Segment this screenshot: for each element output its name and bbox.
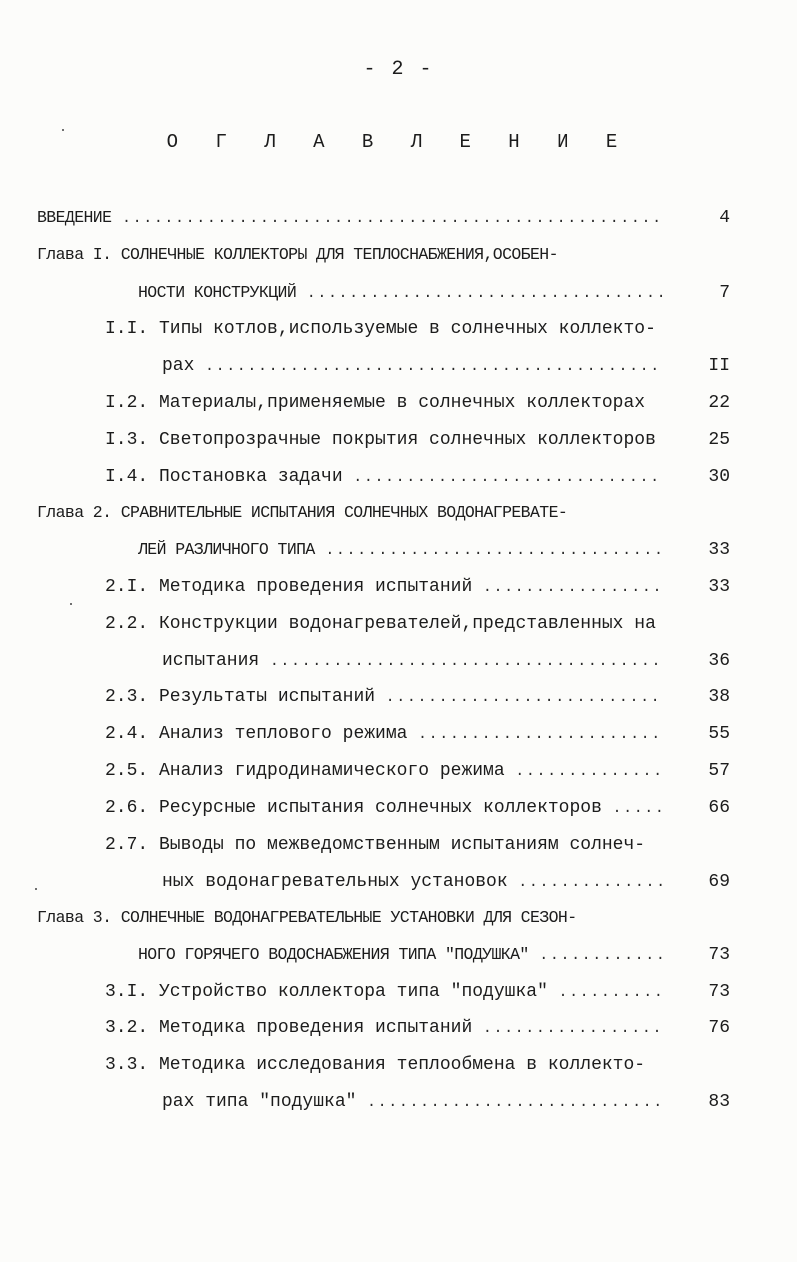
toc-entry-title: 2.I. Методика проведения испытаний bbox=[105, 577, 473, 597]
toc-line bbox=[105, 426, 656, 454]
leader-dots: ................................................... bbox=[111, 210, 663, 227]
leader-dots: ................. bbox=[472, 1020, 664, 1037]
toc-page-number: 73 bbox=[708, 982, 730, 1002]
toc-page-number: 33 bbox=[708, 577, 730, 597]
toc-page-number: 22 bbox=[708, 393, 730, 413]
leader-dots: ............................. bbox=[342, 469, 661, 486]
leader-dots: .......................... bbox=[375, 689, 662, 706]
toc-line bbox=[138, 279, 667, 307]
toc-page-number: 57 bbox=[708, 761, 730, 781]
leader-dots: ............ bbox=[528, 947, 667, 964]
toc-page-number: 7 bbox=[719, 283, 730, 303]
toc-entry-title: 3.I. Устройство коллектора типа "подушка" bbox=[105, 982, 548, 1002]
toc-page-number: 66 bbox=[708, 798, 730, 818]
toc-line bbox=[105, 610, 656, 638]
toc-entry-title: 2.2. Конструкции водонагревателей,представленных на bbox=[105, 614, 656, 634]
toc-line bbox=[105, 757, 664, 785]
toc-page-number: 55 bbox=[708, 724, 730, 744]
leader-dots: .............. bbox=[504, 763, 664, 780]
toc-entry-title: ных водонагревательных установок bbox=[162, 872, 508, 892]
leader-dots: ....................... bbox=[407, 726, 662, 743]
toc-line bbox=[105, 389, 645, 417]
toc-line bbox=[105, 831, 645, 859]
toc-page-number: 38 bbox=[708, 687, 730, 707]
leader-dots: ..... bbox=[601, 800, 666, 817]
toc-entry-title: Глава 3. СОЛНЕЧНЫЕ ВОДОНАГРЕВАТЕЛЬНЫЕ УСТАНОВКИ ДЛЯ СЕЗОН- bbox=[37, 908, 577, 927]
toc-entry-title: 2.4. Анализ теплового режима bbox=[105, 724, 408, 744]
toc-entry-title: I.3. Светопрозрачные покрытия солнечных коллекторов bbox=[105, 430, 656, 450]
toc-line bbox=[105, 573, 663, 601]
toc-line bbox=[138, 536, 665, 564]
toc-line bbox=[105, 720, 662, 748]
toc-page-number: 33 bbox=[708, 540, 730, 560]
toc-line bbox=[105, 683, 661, 711]
toc-entry-title: 3.3. Методика исследования теплообмена в коллекто- bbox=[105, 1055, 646, 1075]
leader-dots: ................................ bbox=[314, 542, 665, 559]
toc-line bbox=[105, 794, 666, 822]
page-number: - 2 - bbox=[363, 58, 434, 81]
toc-page-number: 69 bbox=[708, 872, 730, 892]
toc-entry-title: 2.7. Выводы по межведомственным испытаниям солнеч- bbox=[105, 835, 646, 855]
scan-speck bbox=[70, 603, 72, 605]
toc-line bbox=[162, 352, 661, 380]
toc-line bbox=[105, 1014, 663, 1042]
toc-page-number: 73 bbox=[708, 945, 730, 965]
toc-line bbox=[162, 868, 667, 896]
toc-entry-title: рах типа "подушка" bbox=[162, 1092, 357, 1112]
toc-line bbox=[105, 463, 661, 491]
leader-dots: ..................................... bbox=[259, 653, 663, 670]
toc-entry-title: ЛЕЙ РАЗЛИЧНОГО ТИПА bbox=[138, 540, 315, 559]
leader-dots: ........................................... bbox=[194, 358, 661, 375]
toc-entry-title: 3.2. Методика проведения испытаний bbox=[105, 1018, 473, 1038]
page-title: О Г Л А В Л Е Н И Е bbox=[166, 131, 631, 153]
toc-line bbox=[37, 204, 663, 232]
toc-entry-title: 2.6. Ресурсные испытания солнечных коллекторов bbox=[105, 798, 602, 818]
toc-line bbox=[37, 904, 577, 932]
leader-dots: .......... bbox=[547, 984, 665, 1001]
toc-line bbox=[37, 241, 558, 269]
toc-page-number: 76 bbox=[708, 1018, 730, 1038]
toc-entry-title: I.2. Материалы,применяемые в солнечных коллекторах bbox=[105, 393, 646, 413]
toc-page-number: 83 bbox=[708, 1092, 730, 1112]
leader-dots: ................. bbox=[472, 579, 664, 596]
toc-entry-title: I.4. Постановка задачи bbox=[105, 467, 343, 487]
toc-page-number: II bbox=[708, 356, 730, 376]
toc-entry-title: 2.5. Анализ гидродинамического режима bbox=[105, 761, 505, 781]
scan-speck bbox=[62, 129, 64, 131]
toc-entry-title: НОСТИ КОНСТРУКЦИЙ bbox=[138, 283, 297, 302]
toc-line bbox=[37, 499, 567, 527]
toc-line bbox=[105, 1051, 645, 1079]
toc-entry-title: рах bbox=[162, 356, 195, 376]
toc-line bbox=[105, 315, 656, 343]
toc-entry-title: Глава 2. СРАВНИТЕЛЬНЫЕ ИСПЫТАНИЯ СОЛНЕЧНЫХ ВОДОНАГРЕВАТЕ- bbox=[37, 503, 568, 522]
toc-entry-title: Глава I. СОЛНЕЧНЫЕ КОЛЛЕКТОРЫ ДЛЯ ТЕПЛОСНАБЖЕНИЯ,ОСОБЕН- bbox=[37, 245, 558, 264]
toc-entry-title: испытания bbox=[162, 651, 260, 671]
leader-dots: .............. bbox=[507, 874, 667, 891]
toc-page-number: 36 bbox=[708, 651, 730, 671]
scan-speck bbox=[35, 888, 37, 890]
toc-entry-title: 2.3. Результаты испытаний bbox=[105, 687, 376, 707]
toc-entry-title: I.I. Типы котлов,используемые в солнечных коллекто- bbox=[105, 319, 656, 339]
toc-line bbox=[138, 941, 667, 969]
toc-entry-title: ВВЕДЕНИЕ bbox=[37, 208, 112, 227]
toc-line bbox=[105, 978, 665, 1006]
toc-line bbox=[162, 647, 662, 675]
toc-entry-title: НОГО ГОРЯЧЕГО ВОДОСНАБЖЕНИЯ ТИПА "ПОДУШКА" bbox=[138, 945, 529, 964]
toc-page-number: 30 bbox=[708, 467, 730, 487]
toc-line bbox=[162, 1088, 664, 1116]
toc-page-number: 4 bbox=[719, 208, 730, 228]
leader-dots: ............................ bbox=[356, 1094, 664, 1111]
toc-page-number: 25 bbox=[708, 430, 730, 450]
leader-dots: .................................. bbox=[296, 285, 668, 302]
